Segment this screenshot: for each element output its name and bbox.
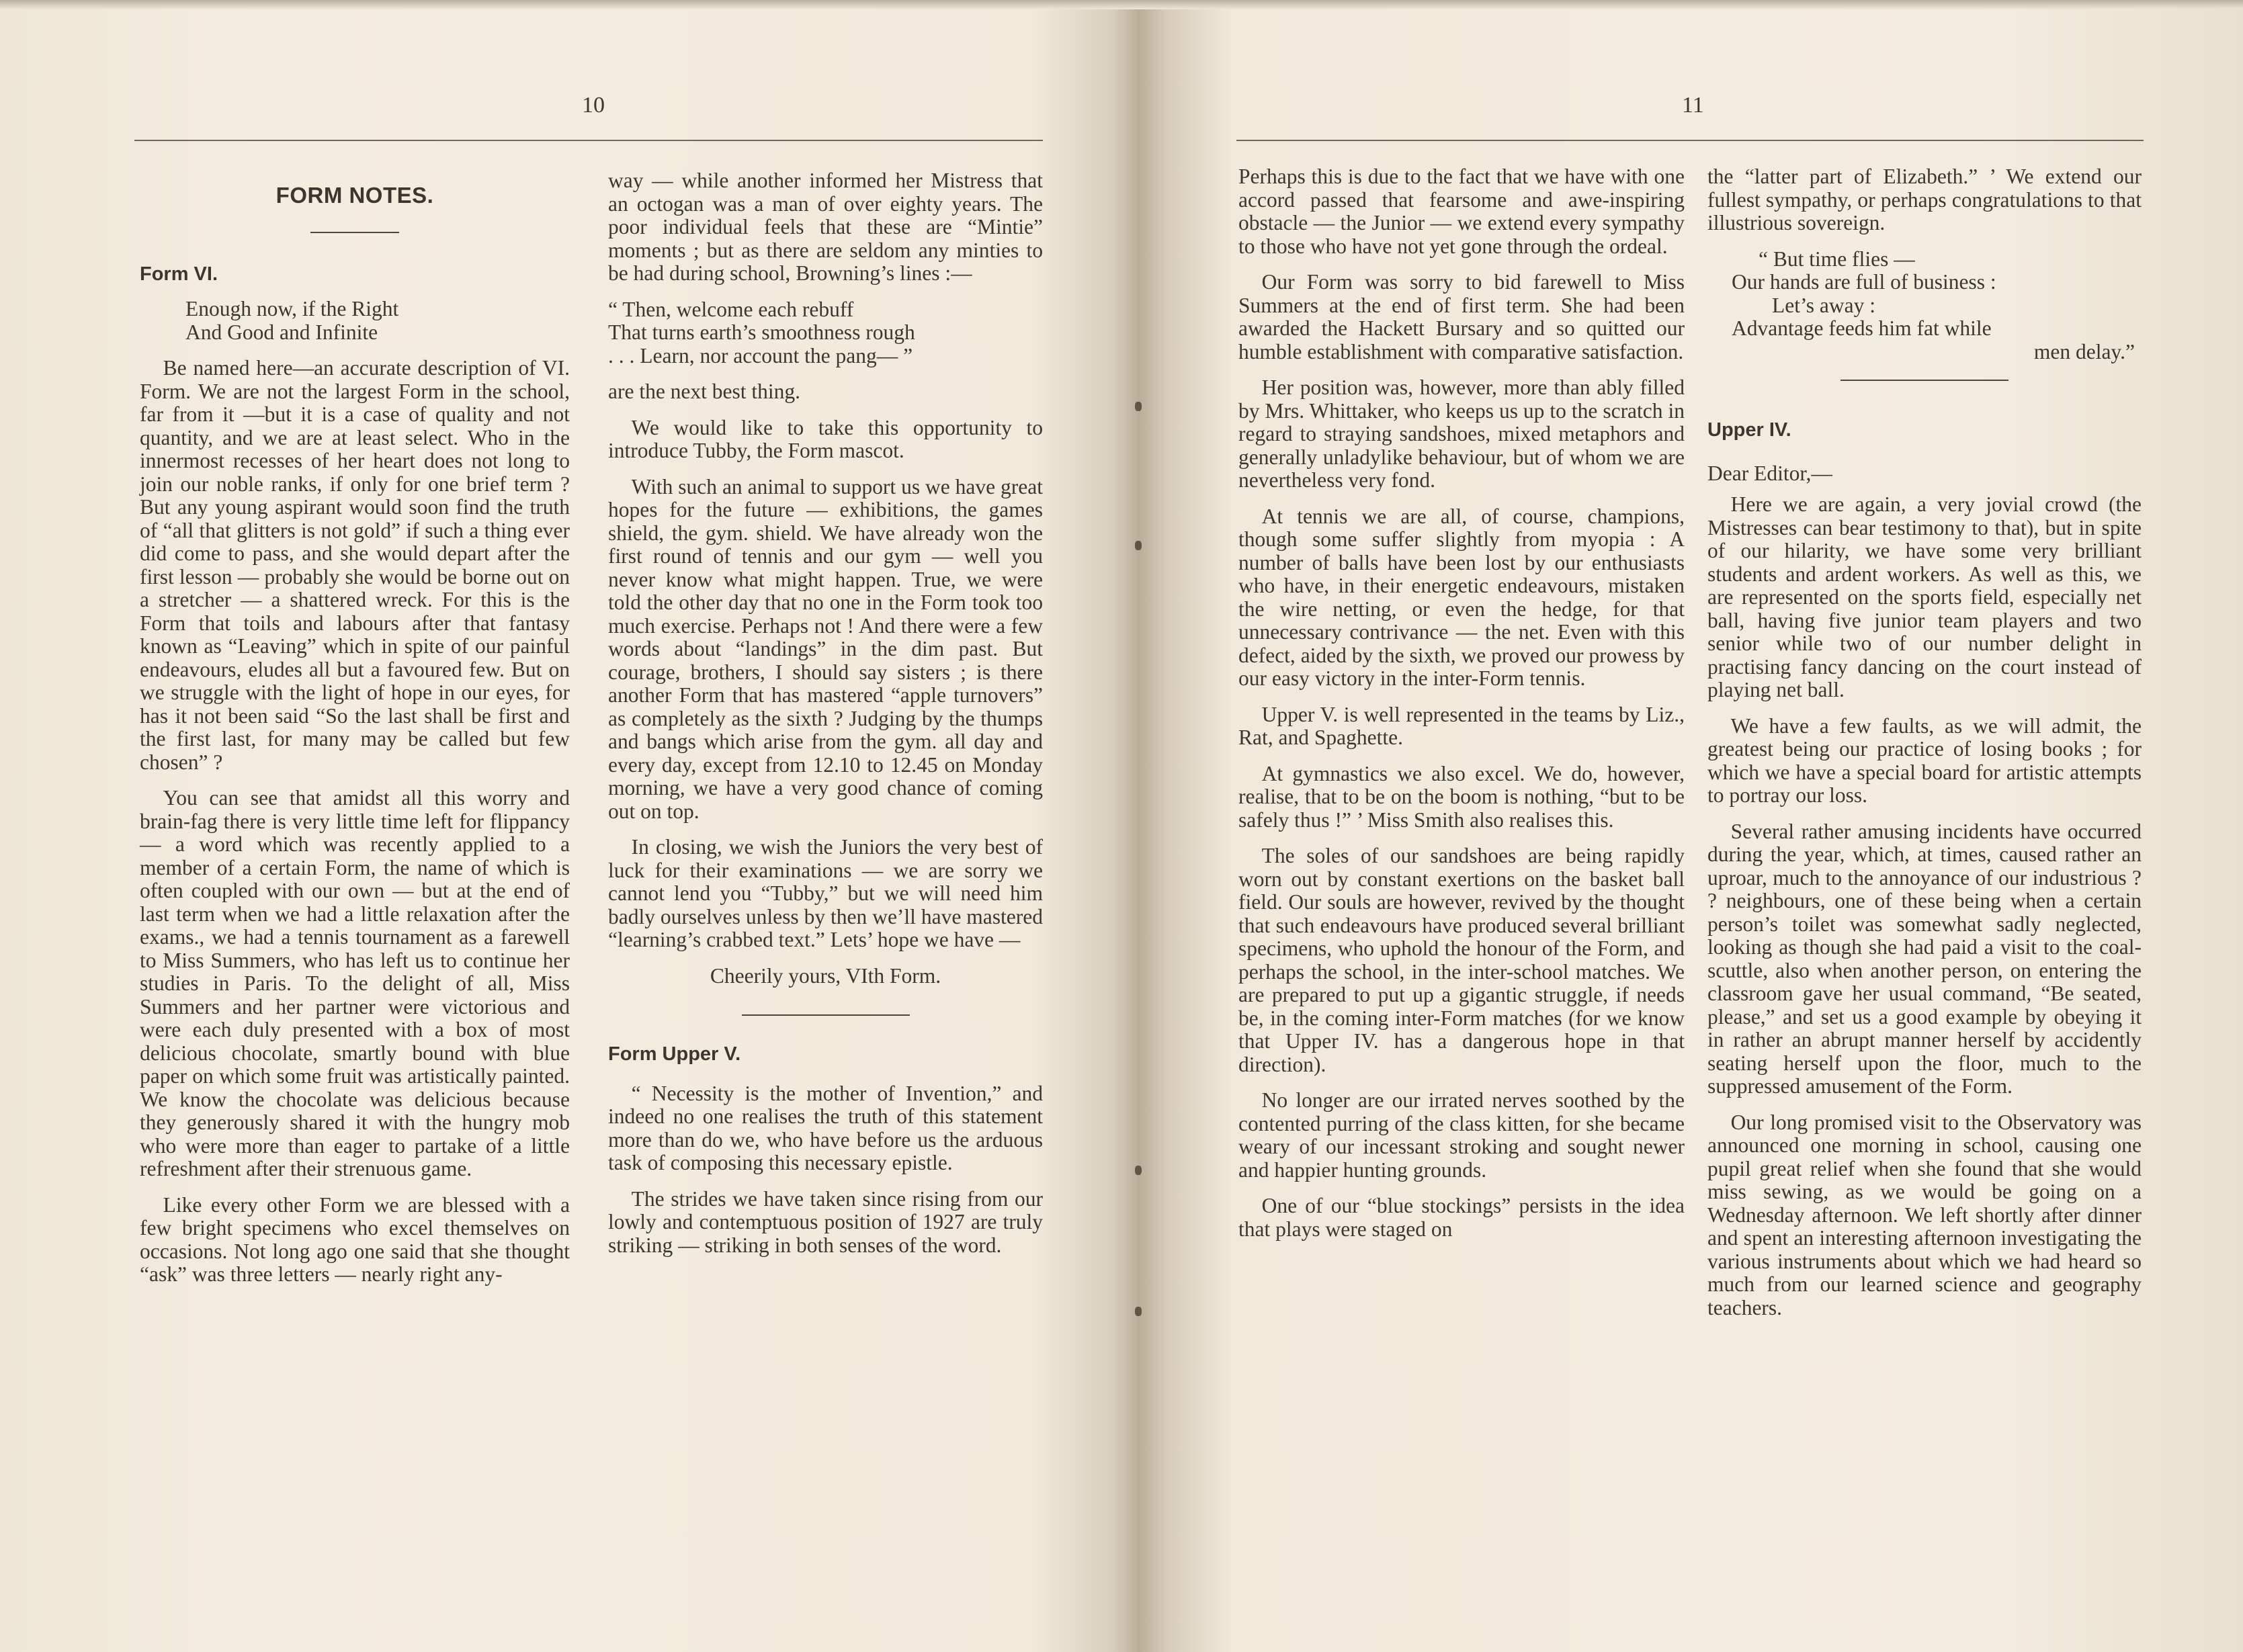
form-vi-heading: Form VI. — [140, 263, 218, 285]
separator-rule — [742, 1014, 910, 1016]
page-number: 11 — [1682, 93, 1704, 118]
browning-quote — [608, 298, 1043, 368]
verse-line: And Good and Infinite — [185, 320, 378, 344]
paragraph: “ Necessity is the mother of Invention,” and indeed no one realises the truth of this statement more than do we, who have before us the arduous task of composing this necessary epistle. — [608, 1081, 1043, 1174]
quote-line: . . . Learn, nor account the pang— ” — [608, 343, 913, 367]
verse-line: Enough now, if the Right — [185, 297, 399, 320]
paragraph: Upper V. is well represented in the teams by Liz., Rat, and Spaghette. — [1238, 702, 1685, 749]
separator-rule — [310, 232, 399, 233]
left-page-column-2 — [608, 169, 1043, 1270]
signature: Cheerily yours, VIth Form. — [710, 963, 941, 988]
page-number: 10 — [582, 93, 605, 118]
form-upper-v-heading: Form Upper V. — [608, 1043, 741, 1065]
verse-line: “ But time flies — — [1759, 247, 1915, 271]
paragraph: Be named here—an accurate description of VI. Form. We are not the largest Form in the school, far from it —but it is a case of quality and not quantity, and we are at least select. Who in the innermost recesses of her heart does not long to join our noble ranks, if only for one brief term ? But any young aspirant would soon find the truth of “all that glitters is not gold” if such a thing ever did come to pass, and she would depart after the first lesson — probably she would be borne out on a stretcher — a shattered wreck. For this is the Form that toils and labours after that fantasy known as “Leaving” which in spite of our painful endeavours, eludes all but a favoured few. But on we struggle with the light of hope in our eyes, for has it not been said “So the last shall be first and the first last, for many may be called but few chosen” ? — [140, 356, 570, 774]
paragraph: Several rather amusing incidents have occurred during the year, which, at times, caused rather an uproar, much to the annoyance of our industrious ? ? neighbours, one of these being when a certain person’s toilet was somewhat sadly neglected, looking as though she had paid a visit to the coal-scuttle, also when another person, on entering the classroom gave her usual command, “Be seated, please,” and set us a good example by obeying it in rather an abrupt manner herself by accidently seating herself upon the floor, much to the suppressed amusement of the Form. — [1707, 819, 2142, 1098]
paragraph: No longer are our irrated nerves soothed by the contented purring of the class kitten, for she became weary of our incessant stroking and sought newer and happier hunting grounds. — [1238, 1088, 1685, 1182]
opening-verse — [185, 298, 570, 344]
verse-line: men delay.” — [2033, 339, 2135, 363]
verse-line: Let’s away : — [1772, 293, 1875, 317]
paragraph: are the next best thing. — [608, 380, 801, 403]
verse-line: Our hands are full of business : — [1732, 270, 1996, 294]
closing-verse — [1732, 248, 2142, 364]
quote-line: “ Then, welcome each rebuff — [608, 297, 854, 321]
verse-line: Advantage feeds him fat while — [1732, 316, 1992, 340]
header-rule — [134, 140, 1043, 141]
separator-rule — [1840, 380, 2008, 381]
quote-line: That turns earth’s smoothness rough — [608, 320, 915, 344]
paragraph: Perhaps this is due to the fact that we have with one accord passed that fearsome and awe-inspiring obstacle — the Junior — we extend every sympathy to those who have not yet gone through the ordeal. — [1238, 165, 1685, 258]
paragraph: We have a few faults, as we will admit, the greatest being our practice of losing books ; for which we have a special board for artistic attempts to portray our loss. — [1707, 713, 2142, 807]
paragraph: The strides we have taken since rising from our lowly and contemptuous position of 1927 are truly striking — striking in both senses of the word. — [608, 1186, 1043, 1257]
paragraph: With such an animal to support us we have great hopes for the future — exhibitions, the games shield, the gym. shield. We have already won the first round of tennis and our gym — well you never know what might happen. True, we were told the other day that no one in the Form took too much exercise. Perhaps not ! And there were a few words about “landings” in the dim past. But courage, brothers, I should say sisters ; is there another Form that has mastered “apple turnovers” as completely as the sixth ? Judging by the thumps and bangs which arise from the gym. all day and every day, except from 12.10 to 12.45 on Monday morning, we have a very good chance of coming out on top. — [608, 474, 1043, 823]
upper-iv-heading: Upper IV. — [1707, 419, 1791, 441]
salutation: Dear Editor,— — [1707, 461, 1832, 485]
paragraph: the “latter part of Elizabeth.” ’ We extend our fullest sympathy, or perhaps congratulations to that illustrious sovereign. — [1707, 165, 2142, 234]
paragraph: Like every other Form we are blessed with a few bright specimens who excel themselves on occasions. Not long ago one said that she thought “ask” was three letters — nearly right any- — [140, 1192, 570, 1286]
paragraph: At tennis we are all, of course, champions, though some suffer slightly from myopia : A number of balls have been lost by our enthusiasts who have, in their energetic endeavours, mistaken the wire netting, or even the hedge, for that unnecessary contrivance — the net. Even with this defect, aided by the sixth, we proved our prowess by our easy victory in the inter-Form tennis. — [1238, 504, 1685, 690]
paragraph: In closing, we wish the Juniors the very best of luck for their examinations — we are sorry we cannot lend you “Tubby,” but we will need him badly ourselves unless by then we’ll have mastered “learning’s crabbed text.” Lets’ hope we have — — [608, 835, 1043, 951]
paragraph: Her position was, however, more than ably filled by Mrs. Whittaker, who keeps us up to the scratch in regard to straying sandshoes, mixed metaphors and generally unladylike behaviour, but of whom we are nevertheless very fond. — [1238, 376, 1685, 492]
paragraph: We would like to take this opportunity to introduce Tubby, the Form mascot. — [608, 415, 1043, 462]
paragraph: At gymnastics we also excel. We do, however, realise, that to be on the boom is nothing, “but to be safely thus !” ’ Miss Smith also realises this. — [1238, 761, 1685, 832]
paragraph: The soles of our sandshoes are being rapidly worn out by constant exertions on the basket ball field. Our souls are however, revived by the thought that such endeavours have produced several brilliant specimens, who uphold the honour of the Form, and perhaps the school, in the inter-school matches. We are prepared to put up a gigantic struggle, if needs be, in the coming inter-Form matches (for we know that Upper IV. has a dangerous hope in that direction). — [1238, 844, 1685, 1076]
header-rule — [1236, 140, 2144, 141]
paragraph: Our Form was sorry to bid farewell to Miss Summers at the end of first term. She had been awarded the Hackett Bursary and so quitted our humble establishment with comparative satisfaction. — [1238, 270, 1685, 363]
right-page — [1122, 0, 2243, 1652]
paragraph: way — while another informed her Mistress that an octogan was a man of over eighty years. The poor individual feels that these are “Mintie” moments ; but as there are seldom any minties to be had during school, Browning’s lines :— — [608, 169, 1043, 285]
paragraph: Here we are again, a very jovial crowd (the Mistresses can bear testimony to that), but in spite of our hilarity, we have some very brilliant students and ardent workers. As well as this, we are represented on the sports field, especially net ball, having five junior team players and two senior while two of our number delight in practising fancy dancing on the court instead of playing net ball. — [1707, 492, 2142, 701]
right-page-column-1 — [1238, 165, 1685, 1254]
paragraph: One of our “blue stockings” persists in the idea that plays were staged on — [1238, 1194, 1685, 1241]
right-page-column-2 — [1707, 165, 2142, 1332]
paragraph: Our long promised visit to the Observatory was announced one morning in school, causing one pupil great relief when she found that she would miss sewing, as we would be going on a Wednesday afternoon. We left shortly after dinner and spent an interesting afternoon investigating the various instruments about which we had heard so much from our learned science and geography teachers. — [1707, 1110, 2142, 1319]
paragraph: You can see that amidst all this worry and brain-fag there is very little time left for flippancy — a word which was recently applied to a member of a certain Form, the name of which is often coupled with our own — but at the end of last term when we had a little relaxation after the exams., we had a tennis tournament as a farewell to Miss Summers, who has left us to continue her studies in Paris. To the delight of all, Miss Summers and her partner were victorious and were each duly presented with a box of most delicious chocolate, smartly bound with blue paper on which some fruit was artistically painted. We know the chocolate was delicious because they generously shared it with the hungry mob who were more than eager to partake of a little refreshment after their strenuous game. — [140, 786, 570, 1180]
section-title: FORM NOTES. — [276, 183, 434, 208]
left-page-column-1 — [140, 165, 570, 1299]
